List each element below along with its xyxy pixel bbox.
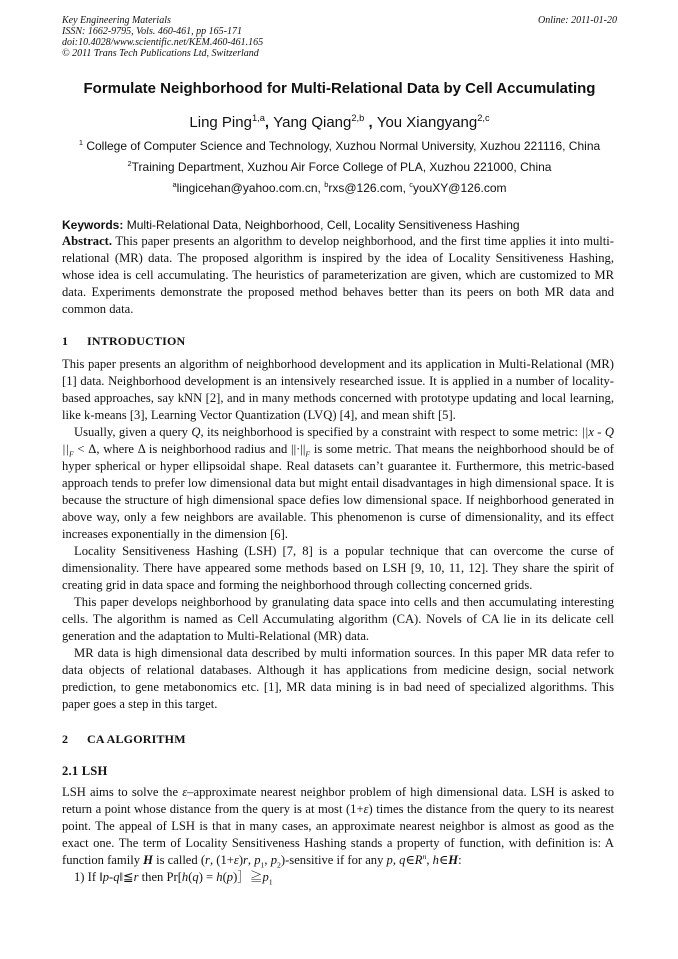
abstract-text: This paper presents an algorithm to develop neighborhood, and the first time applies it into multi-relational (MR) data. The proposed algorithm is inspired by the idea of Locality Sensitiveness Hashing, whose idea is cell accumulating. The heuristics of parameterization are given, which are customized to MR data. Experiments demonstrate the proposed method behaves better than its peers on both MR data and common data.	[62, 234, 614, 316]
author-emails: $^a$lingicehan@yahoo.com.cn, $^b$rxs@126.com, $^c$youXY@126.com	[172, 180, 507, 195]
affiliation-1: $^1$ College of Computer Science and Technology, Xuzhou Normal University, Xuzhou 221116, China	[78, 138, 601, 153]
section-heading: 2 CA ALGORITHM	[62, 732, 186, 746]
affiliation-2: $^2$Training Department, Xuzhou Air Force College of PLA, Xuzhou 221000, China	[127, 159, 552, 174]
paragraph: Usually, given a query Q, its neighborhood is specified by a constraint with respect to some metric: ||x - Q $||_F < \Delta$, where Δ is neighborhood radius and $||\cdot||_F$ is some metric. That means the neighborhood should be of hyper spherical or hyper ellipsoidal shape. Real datasets can’t guarantee it. Furthermore, this metric-based approach tends to prefer low dimensional data but might entail disadvantages in high dimensional space. It is because the structure of high dimensional space defies low dimensional space. If neighborhood generated in above way, only a few neighbors are available. This phenomenon is curse of dimensionality, and its effect increases exponentially in the dimension [6].	[62, 425, 614, 541]
email-link[interactable]: youXY@126.com	[412, 181, 507, 195]
section-2-1-body	[62, 784, 614, 886]
email-link[interactable]: rxs@126.com,	[328, 181, 410, 195]
abstract	[62, 233, 614, 318]
paragraph: LSH aims to solve the ε–approximate nearest neighbor problem of high dimensional data. LSH is asked to return a point whose distance from the query is at most (1+ε) times the distance from the query to its nearest point. The appeal of LSH is that in many cases, an approximate nearest neighbor is almost as good as the exact one. The term of Locality Sensitiveness Hashing stands a property of function, with definition is: A function family H is called (r, (1+ε)r, $p_1$, $p_2$)-sensitive if for any p, $q\in R^n$, h∈H:	[62, 785, 614, 870]
journal-name: Key Engineering Materials	[62, 15, 171, 26]
doi-line: doi:10.4028/www.scientific.net/KEM.460-461.165	[62, 37, 264, 48]
issn-line: ISSN: 1662-9795, Vols. 460-461, pp 165-171	[62, 26, 242, 37]
paper-title: Formulate Neighborhood for Multi-Relational Data by Cell Accumulating	[83, 80, 596, 97]
paragraph: Locality Sensitiveness Hashing (LSH) [7, 8] is a popular technique that can overcome the curse of dimensionality. There have appeared some methods based on LSH [9, 10, 11, 12]. They share the spirit of creating grid in data space and forming the neighborhood through collecting concerned grids.	[62, 544, 614, 592]
section-heading: 1 INTRODUCTION	[62, 334, 186, 348]
online-date: Online: 2011-01-20	[538, 15, 617, 26]
email-link[interactable]: lingicehan@yahoo.com.cn,	[176, 181, 325, 195]
paragraph: This paper develops neighborhood by granulating data space into cells and then accumulating interesting cells. The algorithm is named as Cell Accumulating algorithm (CA). Novels of CA lie in its delicate cell generation and the adaptation to Multi-Relational (MR) data.	[62, 595, 614, 643]
copyright-line: © 2011 Trans Tech Publications Ltd, Switzerland	[62, 48, 259, 59]
author-name: Yang Qiang	[273, 114, 352, 131]
keywords	[62, 217, 614, 234]
author-list: Ling Ping$^{1,a}$, Yang Qiang$^{2,b}$ , You Xiangyang$^{2,c}$	[189, 113, 490, 131]
abstract-label: Abstract.	[62, 234, 113, 248]
subsection-heading: 2.1 LSH	[62, 764, 108, 778]
author-name: Ling Ping	[189, 114, 252, 131]
keywords-label: Keywords:	[62, 218, 124, 232]
paragraph: MR data is high dimensional data described by multi information sources. In this paper MR data refer to data objects of relational databases. Although it has applications from medicine design, social network prediction, to gene metabonomics etc. [1], MR data mining is in bad need of specialized algorithms. This paper goes a step in this target.	[62, 646, 614, 711]
keywords-text: Multi-Relational Data, Neighborhood, Cell, Locality Sensitiveness Hashing	[126, 218, 520, 232]
author-sup: 2,b	[351, 113, 365, 123]
section-1-body	[62, 356, 614, 713]
author-sup: 2,c	[477, 113, 490, 123]
paragraph: This paper presents an algorithm of neighborhood development and its application in Multi-Relational (MR) [1] data. Neighborhood development is an intensively researched issue. It is applied in a number of locality-based approaches, say kNN [2], and in many methods concerned with prototype updating and local learning, like k-means [3], Learning Vector Quantization (LVQ) [4], and mean shift [5].	[62, 357, 614, 422]
author-sup: 1,a	[251, 113, 265, 123]
author-name: You Xiangyang	[376, 114, 478, 131]
journal-header	[62, 15, 617, 59]
list-item: 1) If ‖p-q‖≦r then $Pr[h(q) = h(p)]≧p_1$	[74, 870, 273, 887]
